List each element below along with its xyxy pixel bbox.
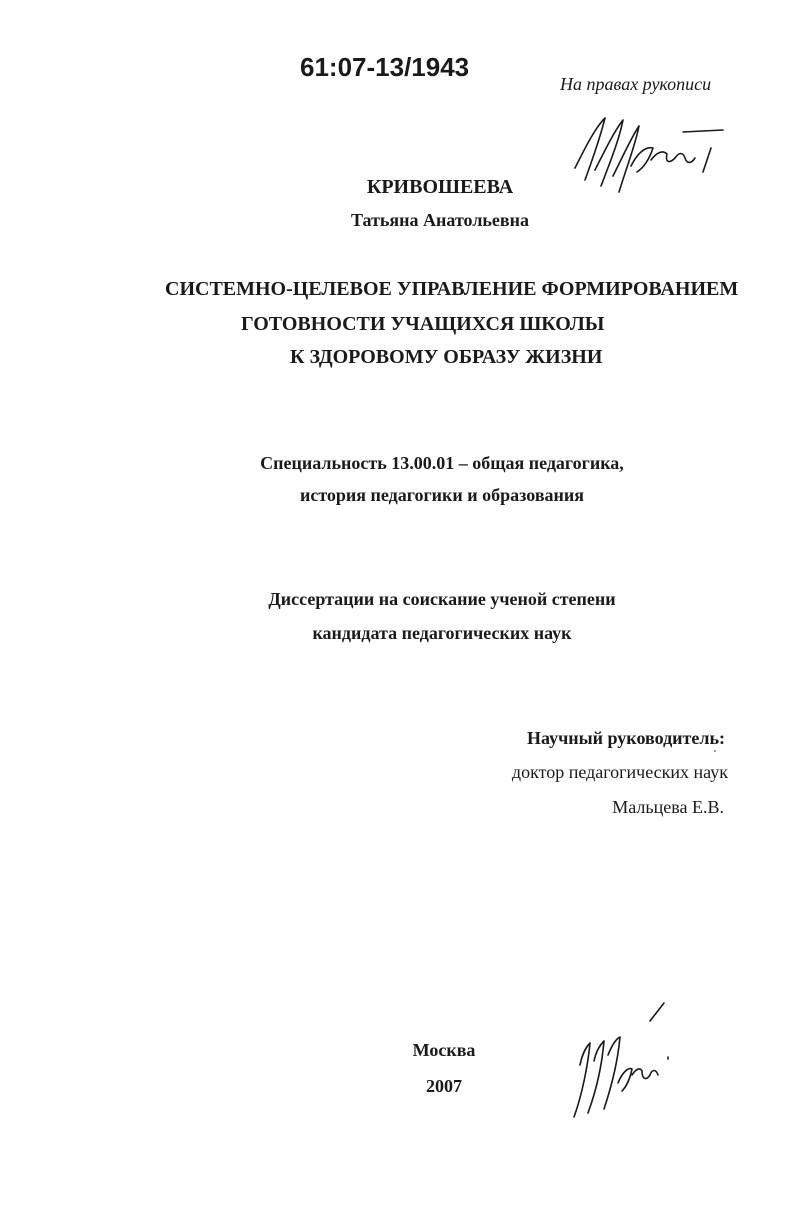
specialty-line-2: история педагогики и образования <box>299 485 585 505</box>
author-given-names: Татьяна Анатольевна <box>350 210 530 230</box>
dissertation-line-1: Диссертации на соискание ученой степени <box>268 589 616 609</box>
specialty-line-1: Специальность 13.00.01 – общая педагогика, <box>260 453 624 473</box>
city: Москва <box>412 1040 476 1060</box>
supervisor-degree: доктор педагогических наук <box>511 762 728 782</box>
year: 2007 <box>426 1076 462 1096</box>
supervisor-label: Научный руководитель: <box>527 728 725 748</box>
registration-stamp: 61:07-13/1943 <box>300 52 470 82</box>
title-line-3: К ЗДОРОВОМУ ОБРАЗУ ЖИЗНИ <box>290 346 603 368</box>
supervisor-name: Мальцева Е.В. <box>612 797 724 817</box>
title-line-1: СИСТЕМНО-ЦЕЛЕВОЕ УПРАВЛЕНИЕ ФОРМИРОВАНИЕМ <box>165 278 739 300</box>
dissertation-line-2: кандидата педагогических наук <box>312 623 572 643</box>
speck <box>714 750 716 752</box>
author-surname: КРИВОШЕЕВА <box>366 176 514 198</box>
title-line-2: ГОТОВНОСТИ УЧАЩИХСЯ ШКОЛЫ <box>241 313 605 335</box>
signature-icon <box>560 995 680 1125</box>
rights-notice: На правах рукописи <box>560 74 712 94</box>
